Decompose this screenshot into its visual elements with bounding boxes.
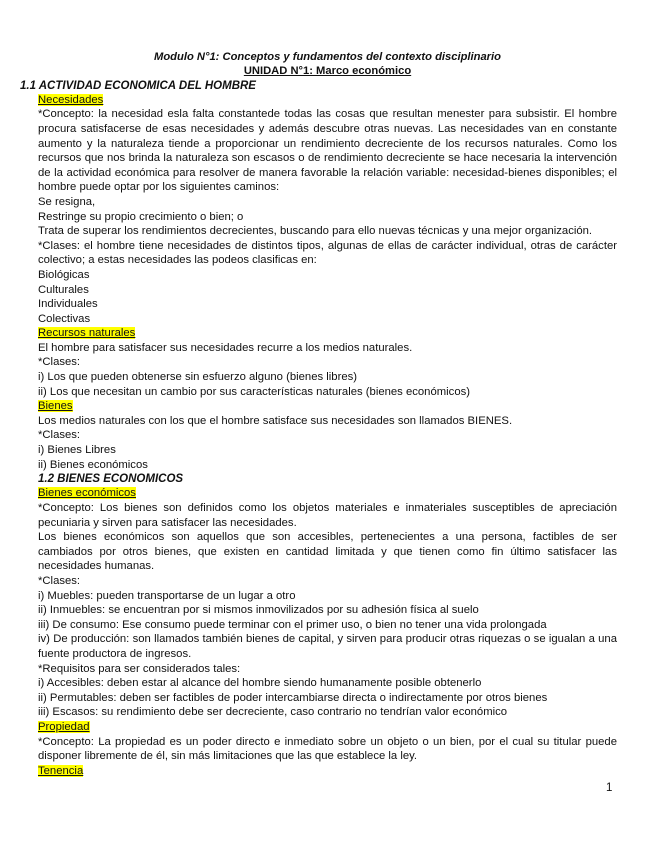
subheading-bienes: Bienes (38, 400, 73, 413)
section-heading-1-1: 1.1 ACTIVIDAD ECONOMICA DEL HOMBRE (20, 79, 256, 92)
list-item: i) Los que pueden obtenerse sin esfuerzo alguno (bienes libres) (38, 371, 358, 384)
page-number: 1 (606, 782, 613, 794)
paragraph-recursos: El hombre para satisfacer sus necesidades recurre a los medios naturales. (38, 341, 413, 354)
module-title: Modulo N°1: Conceptos y fundamentos del contexto disciplinario (154, 51, 501, 63)
clases-label: *Clases: (38, 429, 81, 442)
subheading-bienes-economicos: Bienes económicos (38, 487, 136, 500)
list-item: Culturales (38, 283, 89, 296)
page-content (20, 51, 617, 778)
list-item: Individuales (38, 298, 98, 311)
paragraph-bienes: Los medios naturales con los que el hombre satisface sus necesidades son llamados BIENES. (38, 414, 513, 427)
list-item: Biológicas (38, 268, 90, 281)
clases-label: *Clases: (38, 356, 81, 369)
paragraph-bienes-definicion: Los bienes económicos son aquellos que son accesibles, pertenecientes a una persona, factibles de ser cambiados por otros bienes, que existen en cantidad limitada y que tienen como fin último satisfacer las necesidades humanas. (38, 531, 617, 573)
list-item: ii) Inmuebles: se encuentran por si mismos inmovilizados por su adhesión física al suelo (38, 604, 479, 617)
list-item: ii) Bienes económicos (38, 458, 148, 471)
section-heading-1-2: 1.2 BIENES ECONOMICOS (38, 473, 184, 486)
list-item: Trata de superar los rendimientos decrecientes, buscando para ello nuevas técnicas y una mejor organización. (38, 225, 593, 238)
subheading-recursos-naturales: Recursos naturales (38, 327, 136, 340)
requisitos-label: *Requisitos para ser considerados tales: (38, 662, 241, 675)
subheading-necesidades: Necesidades (38, 93, 104, 106)
list-item: ii) Permutables: deben ser factibles de poder intercambiarse directa o indirectamente por otros bienes (38, 691, 548, 704)
paragraph-bienes-concepto: *Concepto: Los bienes son definidos como los objetos materiales e inmateriales susceptibles de apreciación pecuniaria y sirven para satisfacer las necesidades. (38, 502, 617, 529)
paragraph-necesidades-clases: *Clases: el hombre tiene necesidades de distintos tipos, algunas de ellas de carácter individual, otras de carácter colectivo; a estas necesidades las podeos clasificas en: (38, 239, 617, 267)
list-item: i) Bienes Libres (38, 444, 116, 457)
list-item: iii) Escasos: su rendimiento debe ser decreciente, caso contrario no tendrían valor económico (38, 706, 508, 719)
list-item: Se resigna, (38, 195, 96, 208)
subheading-tenencia: Tenencia (38, 764, 84, 777)
list-item: iv) De producción: son llamados también bienes de capital, y sirven para producir otras riquezas o se igualan a una fuente productora de ingresos. (38, 633, 617, 660)
paragraph-propiedad-concepto: *Concepto: La propiedad es un poder directo e inmediato sobre un objeto o un bien, por el cual su titular puede disponer libremente de él, sin más limitaciones que las que establece la ley. (38, 735, 617, 763)
list-item: iii) De consumo: Ese consumo puede terminar con el primer uso, o bien no tener una vida prolongada (38, 618, 547, 631)
subheading-propiedad: Propiedad (38, 720, 90, 733)
list-item: Restringe su propio crecimiento o bien; o (38, 210, 244, 223)
unit-title: UNIDAD N°1: Marco económico (243, 64, 412, 77)
list-item: Colectivas (38, 312, 91, 325)
list-item: i) Muebles: pueden transportarse de un lugar a otro (38, 589, 296, 602)
list-item: i) Accesibles: deben estar al alcance del hombre siendo humanamente posible obtenerlo (38, 677, 482, 690)
clases-label: *Clases: (38, 575, 81, 587)
paragraph-necesidades-concepto: *Concepto: la necesidad esla falta constantede todas las cosas que resultan menester para subsistir. El hombre procura satisfacerse de esas necesidades y además descubre otras nuevas. Las necesidades van en constante aumento y la naturaleza tiende a proporcionar un rendimiento decreciente de los recursos naturales. Como los recursos que nos brinda la naturaleza son escasos o de rendimiento decreciente se hace necesaria la intervención de la actividad económica para resolver de manera favorable la relación variable: necesidad-bienes disponibles; el hombre puede optar por los siguientes caminos: (38, 108, 617, 194)
list-item: ii) Los que necesitan un cambio por sus características naturales (bienes económicos) (38, 385, 471, 398)
